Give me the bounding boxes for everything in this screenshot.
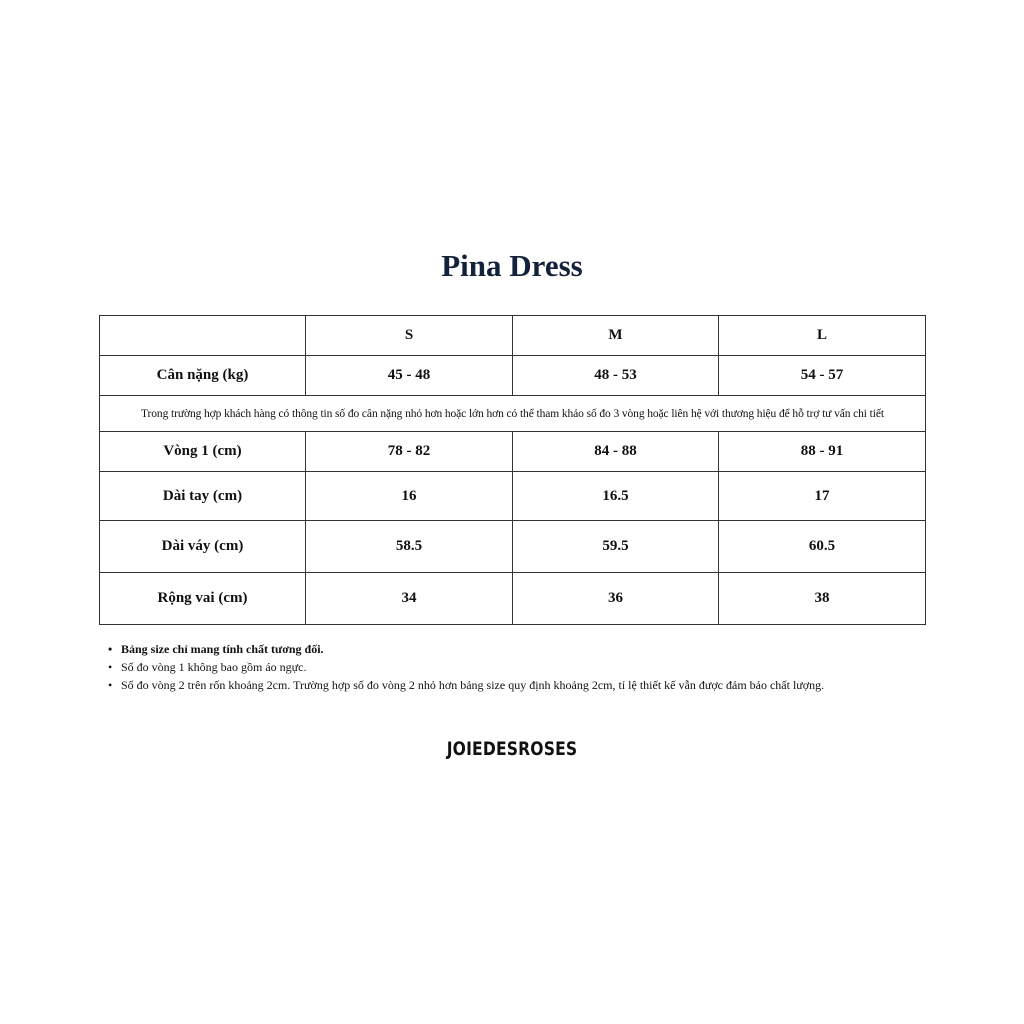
cell-sleeve-l: 17: [719, 472, 926, 521]
table-row-dress-length: [100, 521, 926, 573]
cell-bust-m: 84 - 88: [513, 432, 719, 472]
header-cell-size-l: L: [719, 316, 926, 356]
cell-shoulder-s: 34: [306, 573, 513, 625]
cell-dress-length-l: 60.5: [719, 521, 926, 573]
cell-shoulder-l: 38: [719, 573, 926, 625]
cell-bust-l: 88 - 91: [719, 432, 926, 472]
table-row-note: [100, 396, 926, 432]
table-row-weight: [100, 356, 926, 396]
table-header-row: [100, 316, 926, 356]
size-chart-table: [99, 315, 926, 625]
cell-dress-length-s: 58.5: [306, 521, 513, 573]
table-row-sleeve: [100, 472, 926, 521]
row-label: Cân nặng (kg): [100, 356, 306, 396]
table-row-shoulder: [100, 573, 926, 625]
header-cell-size-s: S: [306, 316, 513, 356]
row-label: Dài tay (cm): [100, 472, 306, 521]
cell-dress-length-m: 59.5: [513, 521, 719, 573]
header-cell-empty: [100, 316, 306, 356]
cell-sleeve-s: 16: [306, 472, 513, 521]
cell-weight-m: 48 - 53: [513, 356, 719, 396]
page-title: Pina Dress: [441, 248, 583, 283]
cell-shoulder-m: 36: [513, 573, 719, 625]
cell-weight-l: 54 - 57: [719, 356, 926, 396]
list-item: • Số đo vòng 2 trên rốn khoảng 2cm. Trường hợp số đo vòng 2 nhỏ hơn bảng size quy định khoảng 2cm, tỉ lệ thiết kế vẫn được đảm bảo chất lượng.: [108, 676, 824, 694]
brand-logo: JOIEDESROSES: [446, 738, 578, 760]
row-label: Dài váy (cm): [100, 521, 306, 573]
note-cell: Trong trường hợp khách hàng có thông tin số đo cân nặng nhỏ hơn hoặc lớn hơn có thể tham khảo số đo 3 vòng hoặc liên hệ với thương hiệu để hỗ trợ tư vấn chi tiết: [100, 396, 926, 432]
list-item: • Bảng size chỉ mang tính chất tương đối.: [108, 640, 824, 658]
notes-list: [108, 640, 824, 694]
cell-sleeve-m: 16.5: [513, 472, 719, 521]
cell-weight-s: 45 - 48: [306, 356, 513, 396]
row-label: Vòng 1 (cm): [100, 432, 306, 472]
row-label: Rộng vai (cm): [100, 573, 306, 625]
table-row-bust: [100, 432, 926, 472]
header-cell-size-m: M: [513, 316, 719, 356]
list-item: • Số đo vòng 1 không bao gồm áo ngực.: [108, 658, 824, 676]
cell-bust-s: 78 - 82: [306, 432, 513, 472]
